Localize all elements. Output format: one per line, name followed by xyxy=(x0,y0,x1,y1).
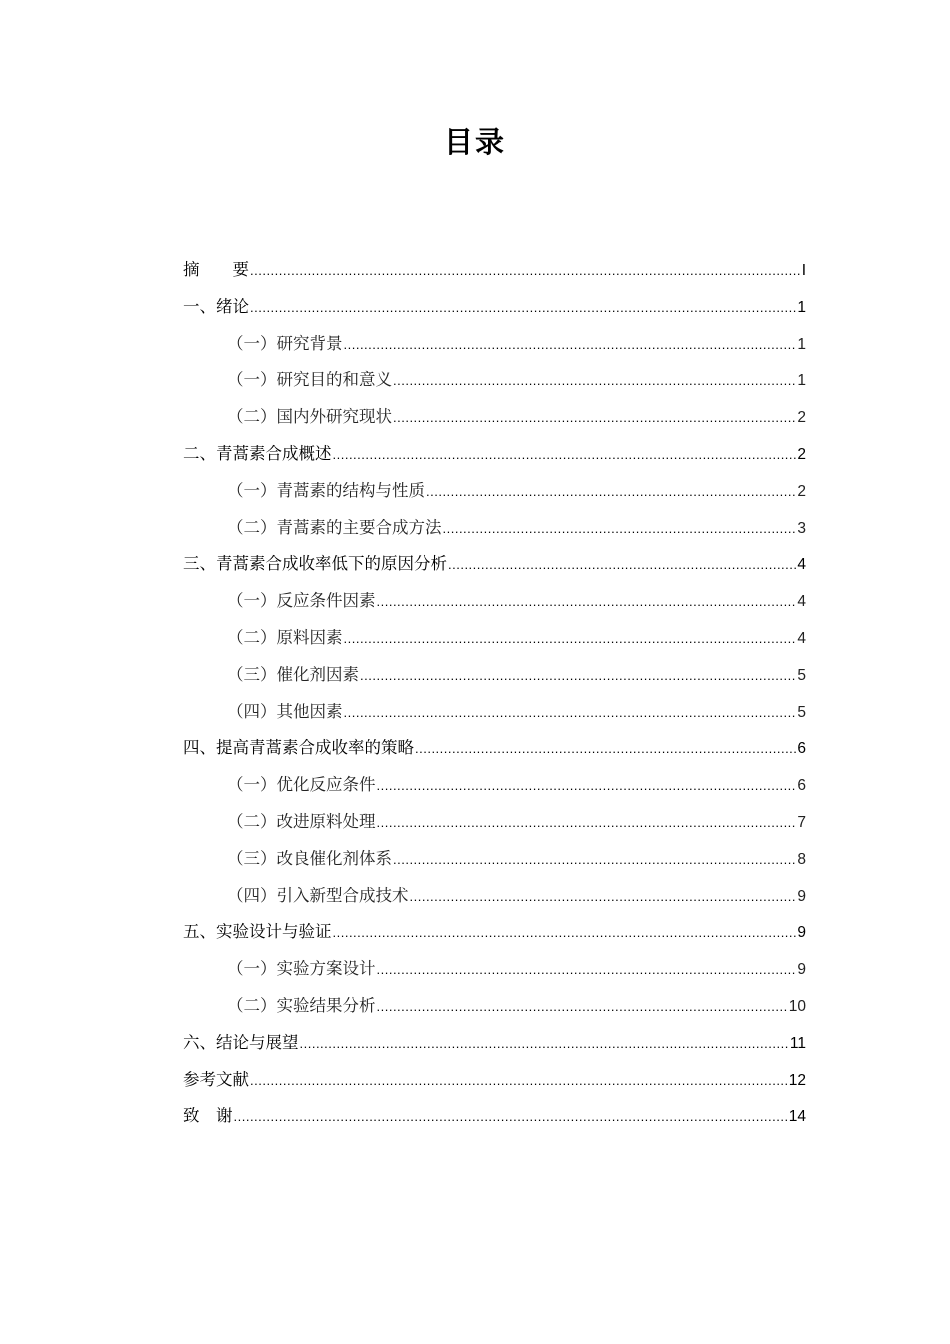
toc-entry-page: I xyxy=(801,262,806,279)
dot-leader xyxy=(300,1026,789,1063)
toc-entry-label: 致 谢 xyxy=(183,1106,233,1126)
toc-entry-section[interactable] xyxy=(183,510,806,547)
toc-entry-section[interactable] xyxy=(183,620,806,657)
toc-entry-section[interactable] xyxy=(183,583,806,620)
toc-entry-label: （二）实验结果分析 xyxy=(227,995,376,1015)
toc-entry-page: 10 xyxy=(788,997,806,1015)
dot-leader xyxy=(426,474,796,511)
toc-entry-page: 2 xyxy=(797,409,806,427)
toc-entry-section[interactable] xyxy=(183,326,806,363)
toc-entry-label: （四）引入新型合成技术 xyxy=(227,885,409,905)
dot-leader xyxy=(250,253,801,290)
toc-entry-page: 9 xyxy=(797,961,806,979)
toc-entry-section[interactable] xyxy=(183,804,806,841)
toc-entry-chapter-1[interactable] xyxy=(183,289,806,326)
toc-entry-page: 2 xyxy=(797,482,806,500)
toc-entry-label: （一）优化反应条件 xyxy=(227,775,376,795)
toc-entry-label: （二）改进原料处理 xyxy=(227,811,376,831)
toc-entry-page: 8 xyxy=(797,850,806,868)
toc-entry-section[interactable] xyxy=(183,399,806,436)
toc-entry-section[interactable] xyxy=(183,473,806,510)
toc-entry-page: 3 xyxy=(797,519,806,537)
dot-leader xyxy=(344,621,797,658)
dot-leader xyxy=(333,915,797,952)
toc-entry-section[interactable] xyxy=(183,878,806,915)
toc-entry-page: 12 xyxy=(788,1071,806,1089)
dot-leader xyxy=(410,879,797,916)
toc-entry-label: （二）青蒿素的主要合成方法 xyxy=(227,517,442,537)
toc-entry-label: （三）催化剂因素 xyxy=(227,664,359,684)
toc-entry-page: 1 xyxy=(797,372,806,390)
toc-entry-page: 9 xyxy=(797,924,806,942)
dot-leader xyxy=(377,989,788,1026)
toc-entry-section[interactable] xyxy=(183,951,806,988)
dot-leader xyxy=(393,363,796,400)
toc-entry-page: 6 xyxy=(797,777,806,795)
toc-entry-section[interactable] xyxy=(183,657,806,694)
toc-entry-page: 1 xyxy=(797,298,806,316)
dot-leader xyxy=(448,547,796,584)
dot-leader xyxy=(344,695,797,732)
toc-entry-label: （二）原料因素 xyxy=(227,627,343,647)
toc-entry-label: 一、绪论 xyxy=(183,296,249,316)
page-title: 目录 xyxy=(443,125,506,159)
toc-entry-page: 6 xyxy=(797,740,806,758)
dot-leader xyxy=(443,511,797,548)
dot-leader xyxy=(344,327,797,364)
toc-entry-chapter-5[interactable] xyxy=(183,914,806,951)
dot-leader xyxy=(234,1099,788,1136)
toc-entry-page: 9 xyxy=(797,887,806,905)
toc-entry-section[interactable] xyxy=(183,767,806,804)
dot-leader xyxy=(393,400,796,437)
toc-entry-label: （一）研究目的和意义 xyxy=(227,370,392,390)
dot-leader xyxy=(333,437,797,474)
dot-leader xyxy=(393,842,796,879)
toc-entry-label: 参考文献 xyxy=(183,1069,249,1089)
toc-entry-label: 五、实验设计与验证 xyxy=(183,922,332,942)
toc-entry-section[interactable] xyxy=(183,694,806,731)
dot-leader xyxy=(415,731,796,768)
toc-entry-label: 六、结论与展望 xyxy=(183,1032,299,1052)
toc-entry-page: 14 xyxy=(788,1108,806,1126)
dot-leader xyxy=(377,584,797,621)
dot-leader xyxy=(250,290,796,327)
toc-entry-page: 4 xyxy=(797,556,806,574)
toc-entry-references[interactable] xyxy=(183,1062,806,1099)
toc-entry-page: 1 xyxy=(797,335,806,353)
toc-entry-label: 四、提高青蒿素合成收率的策略 xyxy=(183,738,414,758)
dot-leader xyxy=(250,1063,788,1100)
toc-entry-page: 2 xyxy=(797,445,806,463)
toc-entry-label: （一）研究背景 xyxy=(227,333,343,353)
toc-entry-chapter-2[interactable] xyxy=(183,436,806,473)
toc-entry-label: （三）改良催化剂体系 xyxy=(227,848,392,868)
table-of-contents xyxy=(183,252,806,1135)
toc-entry-label: （一）反应条件因素 xyxy=(227,591,376,611)
toc-entry-label: （一）青蒿素的结构与性质 xyxy=(227,480,425,500)
toc-entry-label: 三、青蒿素合成收率低下的原因分析 xyxy=(183,554,447,574)
toc-entry-chapter-3[interactable] xyxy=(183,546,806,583)
toc-entry-acknowledgements[interactable] xyxy=(183,1098,806,1135)
toc-entry-label: （四）其他因素 xyxy=(227,701,343,721)
toc-entry-section[interactable] xyxy=(183,362,806,399)
toc-entry-abstract[interactable] xyxy=(183,252,806,289)
toc-entry-page: 7 xyxy=(797,813,806,831)
dot-leader xyxy=(360,658,796,695)
toc-entry-page: 11 xyxy=(789,1034,806,1052)
dot-leader xyxy=(377,768,797,805)
toc-entry-page: 4 xyxy=(797,593,806,611)
toc-entry-page: 5 xyxy=(797,703,806,721)
toc-entry-label: 摘 要 xyxy=(183,260,249,279)
toc-entry-section[interactable] xyxy=(183,841,806,878)
toc-entry-label: 二、青蒿素合成概述 xyxy=(183,443,332,463)
toc-entry-label: （二）国内外研究现状 xyxy=(227,407,392,427)
toc-entry-page: 5 xyxy=(797,666,806,684)
toc-entry-label: （一）实验方案设计 xyxy=(227,959,376,979)
toc-entry-page: 4 xyxy=(797,629,806,647)
toc-entry-section[interactable] xyxy=(183,988,806,1025)
toc-entry-chapter-4[interactable] xyxy=(183,730,806,767)
dot-leader xyxy=(377,952,797,989)
toc-entry-chapter-6[interactable] xyxy=(183,1025,806,1062)
dot-leader xyxy=(377,805,797,842)
